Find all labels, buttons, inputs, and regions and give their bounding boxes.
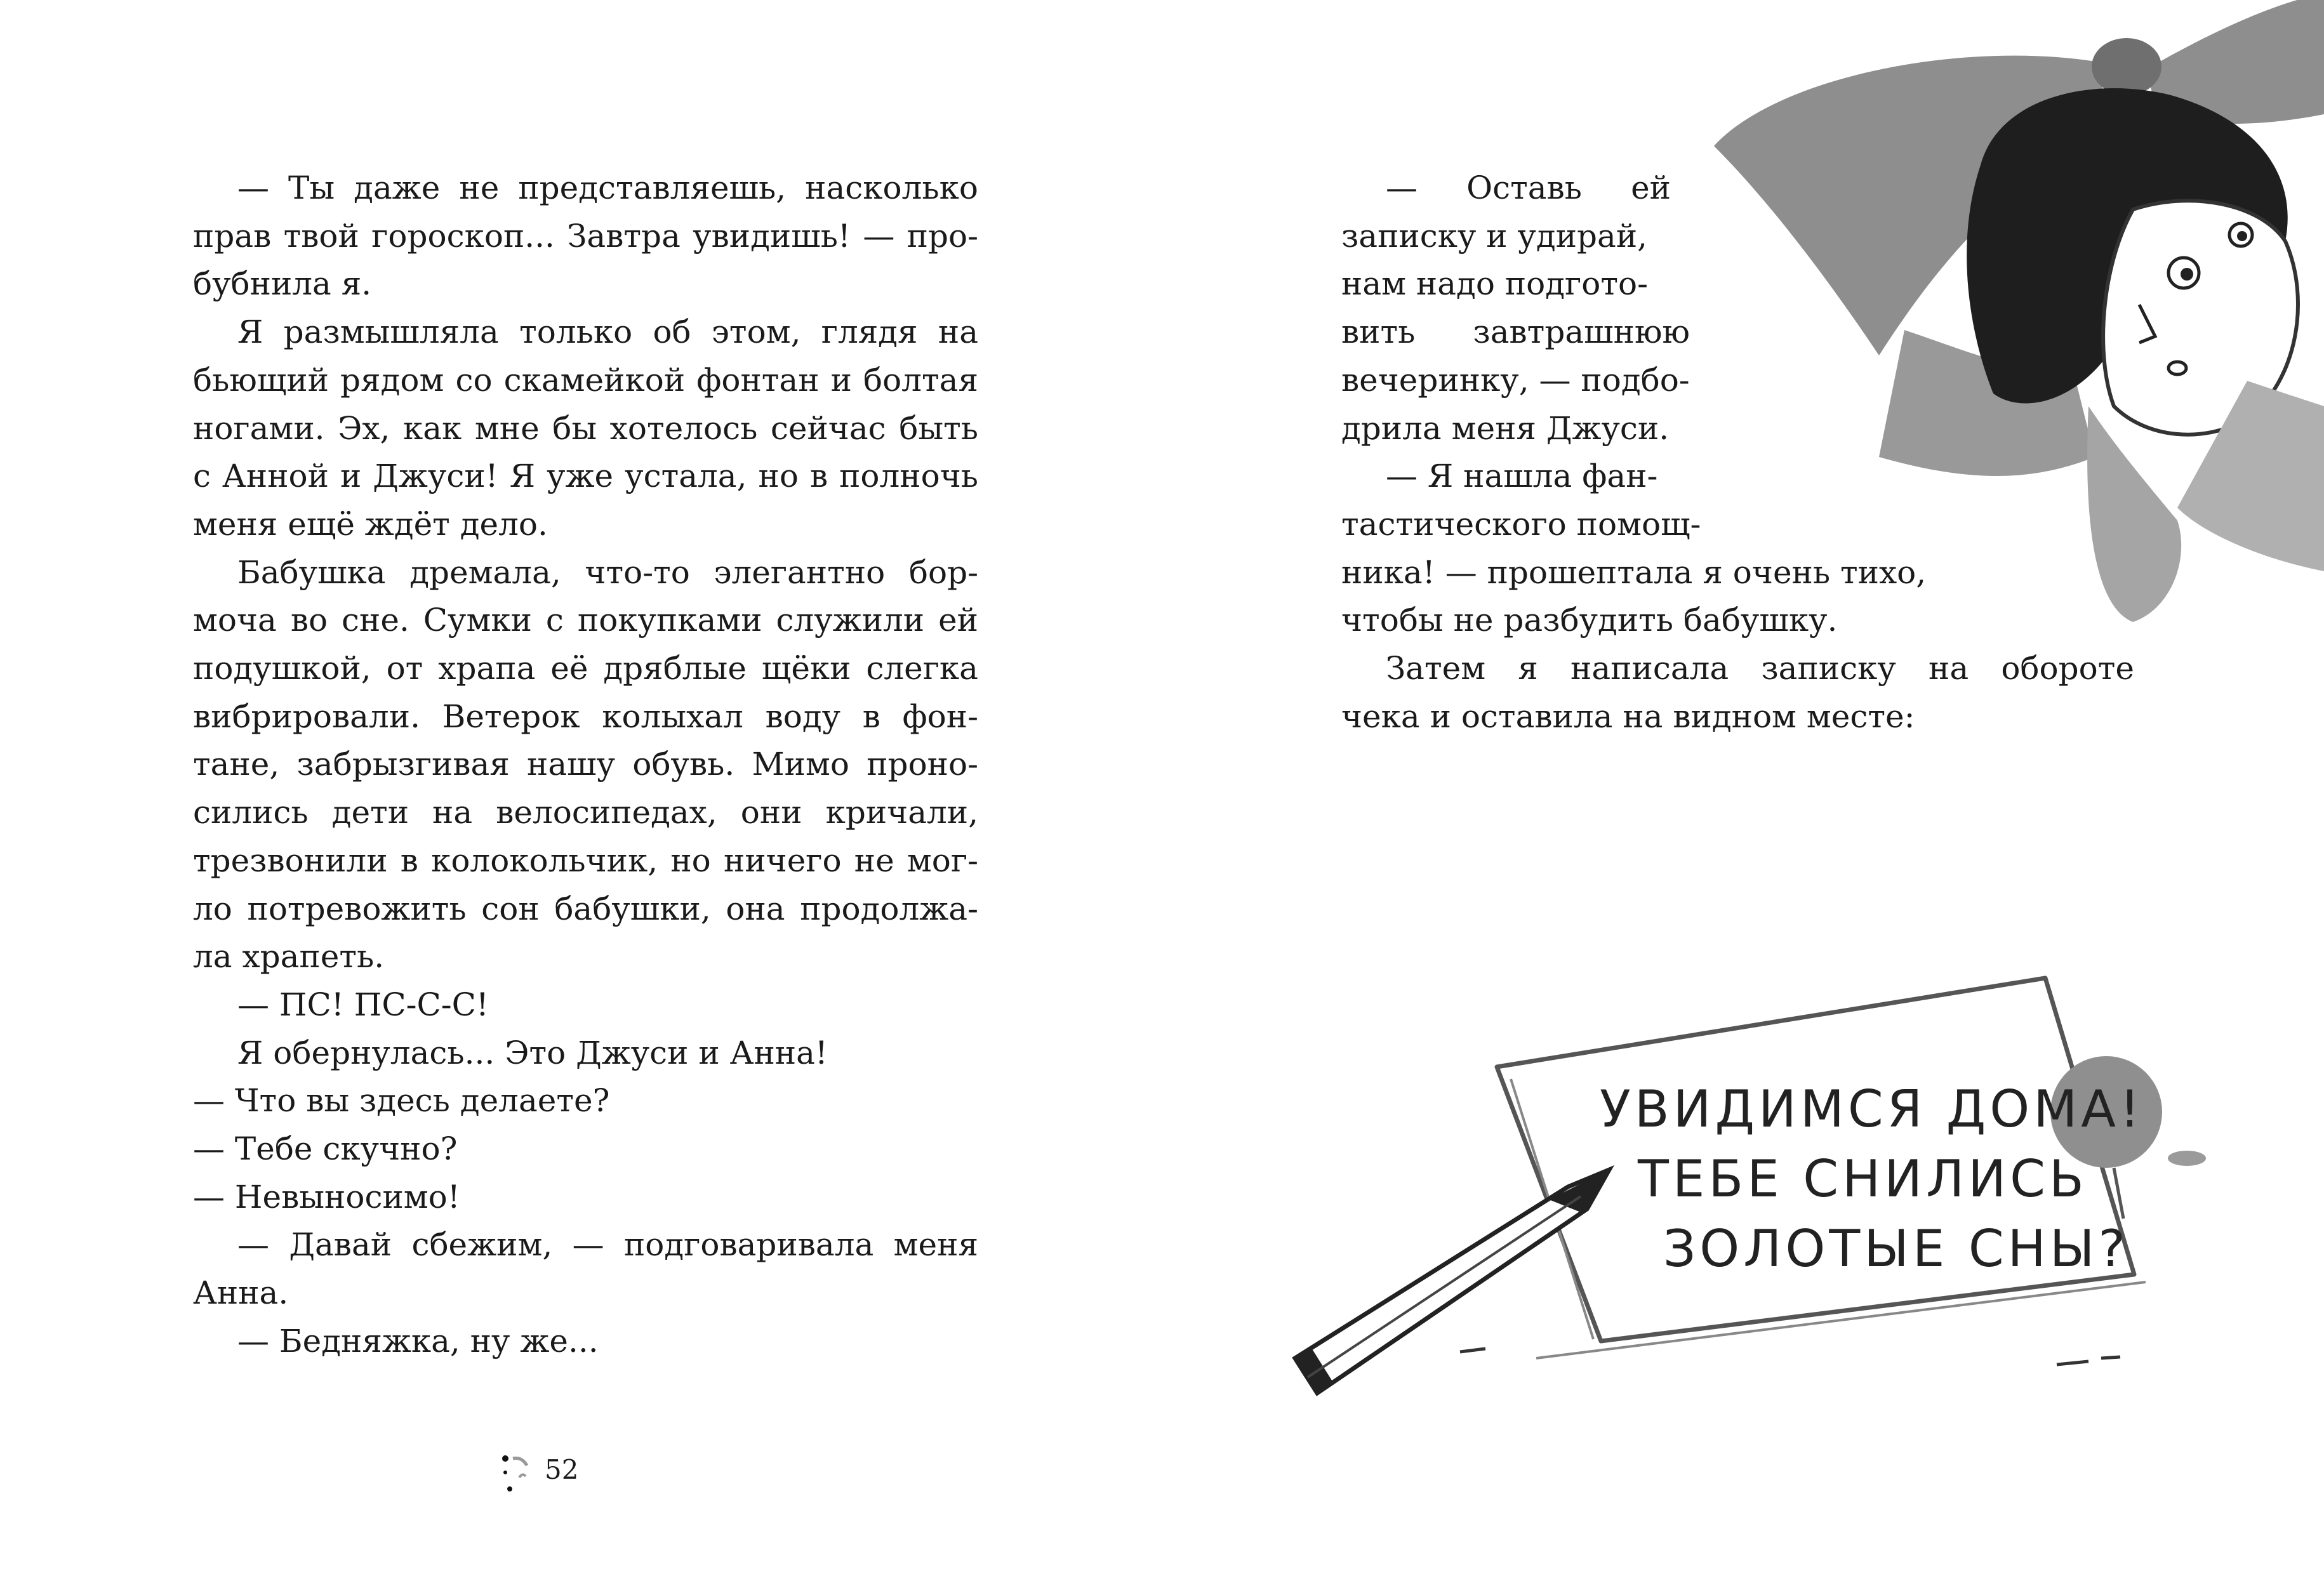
text-line: подушкой, от храпа её дряблые щёки слегка [193,650,978,687]
bow-knot [2092,38,2161,95]
text-line: тастического помощ- [1341,505,1701,543]
text-line: — ПС! ПС-С-С! [237,986,489,1023]
text-line: — Что вы здесь делаете? [193,1082,610,1120]
text-line: ника! — прошептала я очень тихо, [1341,553,1927,591]
text-line: ло потревожить сон бабушки, она продолжа- [193,890,978,927]
text-line: — Невыносимо! [193,1178,460,1215]
text-line: вечеринку, — подбо- [1341,361,1690,399]
text-line: Затем я написала записку на обороте [1386,650,2134,687]
text-line: дрила меня Джуси. [1341,409,1670,447]
text-line: сились дети на велосипедах, они кричали, [193,794,978,831]
text-line: Я обернулась... Это Джуси и Анна! [237,1034,828,1071]
text-line: чтобы не разбудить бабушку. [1341,602,1838,639]
pencil-icon [1295,1170,1609,1393]
text-line: — Давай сбежим, — подговаривала меня [237,1226,978,1264]
note-line-3: ЗОЛОТЫЕ СНЫ? [1663,1219,2129,1278]
text-line: меня ещё ждёт дело. [193,505,548,543]
text-line: Анна. [193,1274,289,1312]
text-line: с Анной и Джуси! Я уже устала, но в полночь [193,458,978,495]
text-line: — Ты даже не представляешь, насколько [237,169,978,206]
text-line: — Я нашла фан- [1386,458,1658,495]
text-line: чека и оставила на видном месте: [1341,698,1915,735]
text-line: Я размышляла только об этом, глядя на [237,314,978,351]
text-line: бьющий рядом со скамейкой фонтан и болтая [193,361,978,399]
text-line: ногами. Эх, как мне бы хотелось сейчас быть [193,409,978,447]
text-line: ла храпеть. [193,938,385,975]
text-line: бубнила я. [193,265,372,303]
page-number: 52 [545,1454,579,1485]
text-line: нам надо подгото- [1341,265,1649,303]
page-number-ornament-icon [501,1446,533,1497]
text-line: записку и удирай, [1341,217,1648,255]
sweater-arm [2087,406,2181,622]
text-line: вибрировали. Ветерок колыхал воду в фон- [193,698,978,735]
text-line: — Бедняжка, ну же... [237,1322,599,1359]
text-line: — Оставь ей [1386,169,1671,206]
note-line-2: ТЕБЕ СНИЛИСЬ [1638,1149,2088,1208]
text-line: тане, забрызгивая нашу обувь. Мимо проно- [193,746,978,783]
text-line: Бабушка дремала, что-то элегантно бор- [237,553,978,591]
text-line: прав твой гороскоп... Завтра увидишь! — про- [193,217,978,255]
text-line: моча во сне. Сумки с покупками служили ей [193,602,978,639]
note-illustration [1295,978,2206,1393]
text-line: трезвонили в колокольчик, но ничего не мог- [193,842,978,879]
text-line: вить завтрашнюю [1341,314,1690,351]
girl-illustration [1714,0,2324,622]
text-line: — Тебе скучно? [193,1130,458,1167]
note-line-1: УВИДИМСЯ ДОМА! [1600,1080,2144,1139]
